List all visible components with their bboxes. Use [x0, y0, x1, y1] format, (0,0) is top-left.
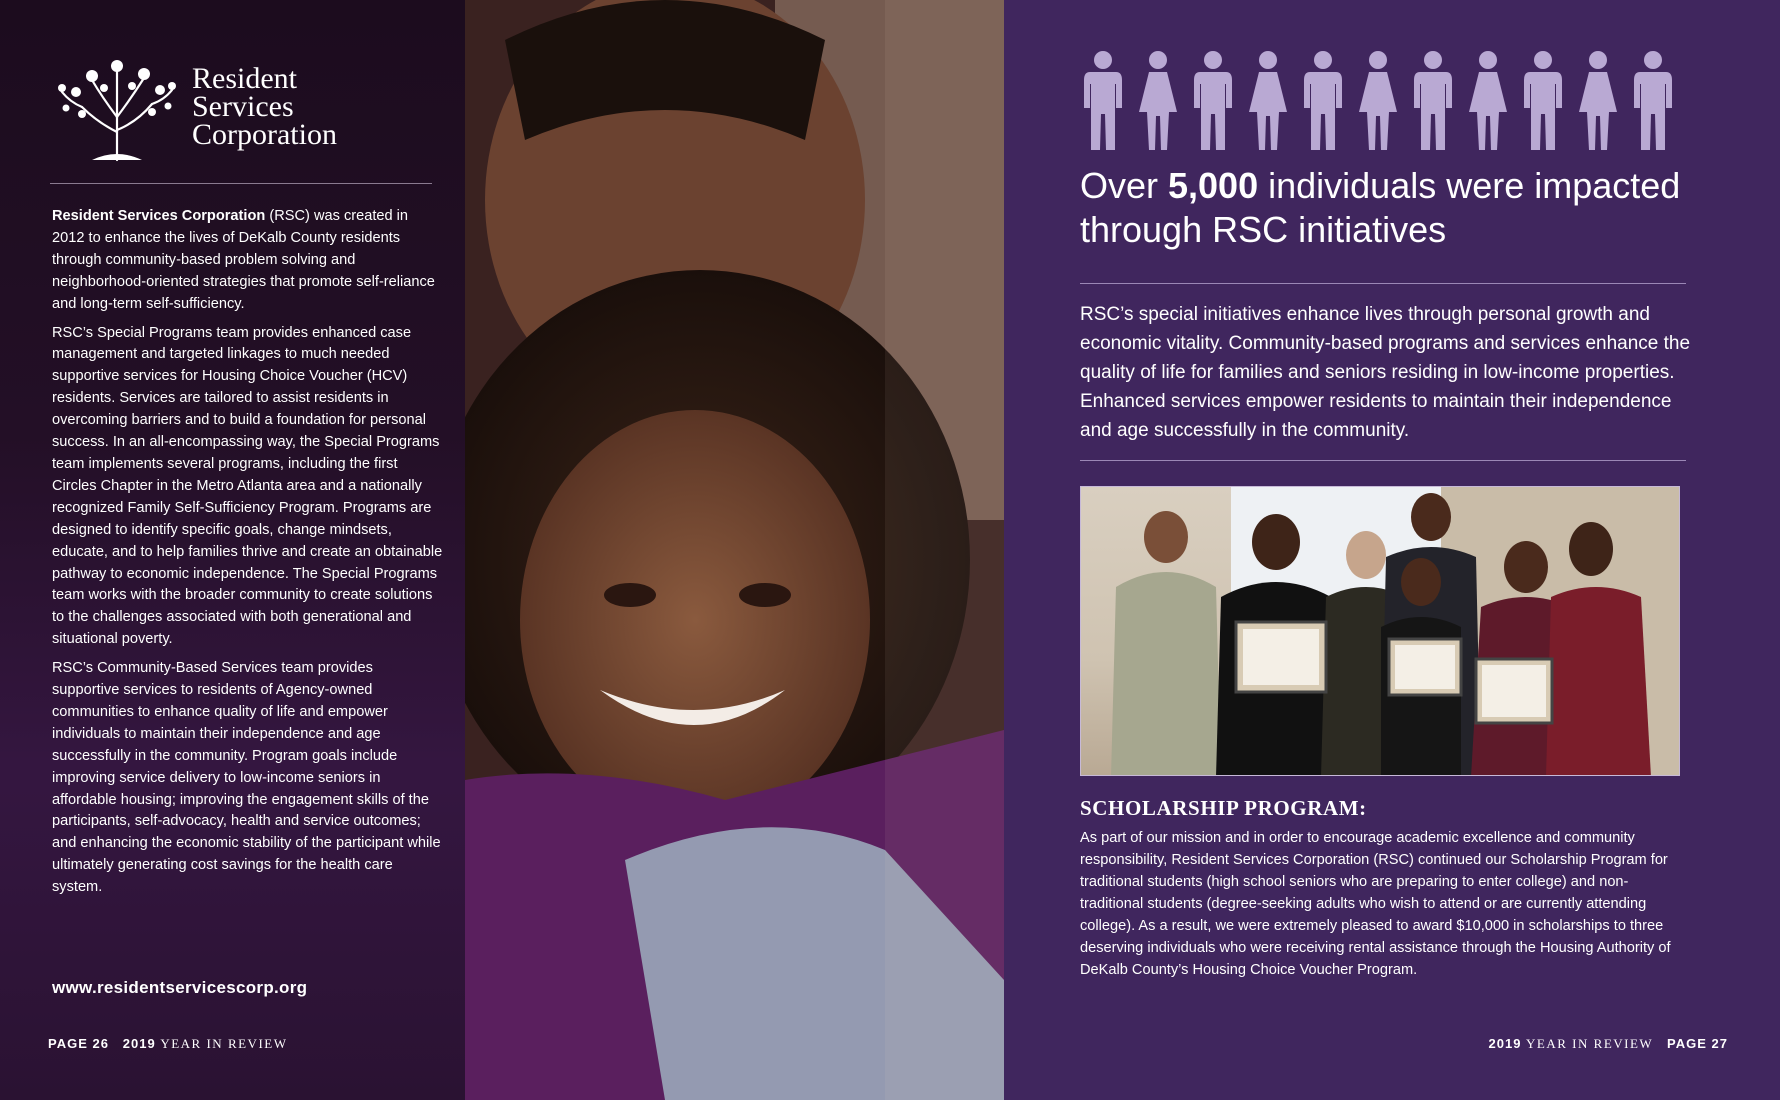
tree-icon: [52, 52, 182, 162]
website-link[interactable]: www.residentservicescorp.org: [52, 978, 308, 997]
right-page: [1004, 0, 1780, 1100]
footer-year-right: 2019: [1488, 1036, 1522, 1051]
man-icon: [1302, 50, 1344, 152]
left-body-text: [52, 206, 444, 906]
headline-post: individuals were impacted through RSC initiatives: [1080, 165, 1681, 250]
man-icon: [1632, 50, 1674, 152]
footer-label-left: YEAR IN REVIEW: [160, 1036, 288, 1051]
impact-headline: [1080, 164, 1720, 252]
initiatives-intro: RSC’s special initiatives enhance lives through personal growth and economic vitality. Community-based programs and services enhance the quality of life for families and seniors residing in low-income properties. Enhanced services empower residents to maintain their independence and age successfully in the community.: [1080, 304, 1691, 441]
intro-rest: (RSC) was created in 2012 to enhance the lives of DeKalb County residents through community-based problem solving and neighborhood-oriented strategies that promote self-reliance and long-term self-sufficiency.: [52, 208, 435, 312]
rsc-logo: [52, 52, 337, 162]
special-programs-paragraph: RSC’s Special Programs team provides enhanced case management and targeted linkages to much needed supportive services for Housing Choice Voucher (HCV) residents. Services are tailored to assist residents in overcoming barriers and to build a foundation for personal success. In an all-encompassing way, the Special Programs team implements several programs, including the first Circles Chapter in the Metro Atlanta area and a nationally recognized Family Self-Sufficiency Program. Programs are designed to identify specific goals, change mindsets, educate, and to help families thrive and create an obtainable pathway to economic independence. The Special Programs team works with the broader community to create solutions to the challenges associated with both generational and situational poverty.: [52, 324, 443, 648]
woman-icon: [1467, 50, 1509, 152]
man-icon: [1082, 50, 1124, 152]
group-photo-illustration: [1081, 487, 1680, 776]
footer-left: [48, 1036, 288, 1052]
headline-pre: Over: [1080, 165, 1169, 206]
community-services-paragraph: RSC’s Community-Based Services team provides supportive services to residents of Agency-owned communities to enhance quality of life and empower individuals to maintain their independence and age successfully in the community. Program goals include improving service delivery to low-income seniors in affordable housing; improving the engagement skills of the participants, self-advocacy, health and service outcomes; and enhancing the economic stability of the participant while ultimately generating cost savings for the health care system.: [52, 660, 441, 896]
footer-year-left: 2019: [122, 1036, 156, 1051]
headline-number: 5,000: [1168, 165, 1259, 206]
logo-wordmark: [192, 62, 337, 151]
page-number-left: PAGE 26: [48, 1036, 109, 1051]
right-divider-bottom: [1080, 460, 1686, 461]
footer-label-right: YEAR IN REVIEW: [1526, 1036, 1654, 1051]
man-icon: [1192, 50, 1234, 152]
man-icon: [1522, 50, 1564, 152]
intro-bold: Resident Services Corporation: [52, 208, 266, 224]
photo-overlay-band: [885, 0, 1004, 1100]
footer-right: [1489, 1036, 1729, 1052]
logo-line-3: Corporation: [192, 118, 337, 151]
woman-icon: [1247, 50, 1289, 152]
woman-icon: [1357, 50, 1399, 152]
left-divider: [50, 183, 432, 184]
page-number-right: PAGE 27: [1667, 1036, 1728, 1051]
scholarship-title: SCHOLARSHIP PROGRAM:: [1080, 796, 1367, 820]
right-divider-top: [1080, 283, 1686, 284]
scholarship-group-photo: [1080, 486, 1680, 776]
logo-line-2: Services: [192, 90, 294, 123]
woman-icon: [1137, 50, 1179, 152]
man-icon: [1412, 50, 1454, 152]
logo-line-1: Resident: [192, 62, 297, 95]
woman-icon: [1577, 50, 1619, 152]
people-icons-row: [1082, 50, 1674, 152]
scholarship-body: As part of our mission and in order to encourage academic excellence and community responsibility, Resident Services Corporation (RSC) continued our Scholarship Program for traditional students (high school seniors who are preparing to enter college) and non-traditional students (degree-seeking adults who wish to attend or are currently attending college). As a result, we were extremely pleased to award $10,000 in scholarships to three deserving individuals who were receiving rental assistance through the Housing Authority of DeKalb County’s Housing Choice Voucher Program.: [1080, 830, 1671, 978]
intro-paragraph: [52, 206, 444, 316]
